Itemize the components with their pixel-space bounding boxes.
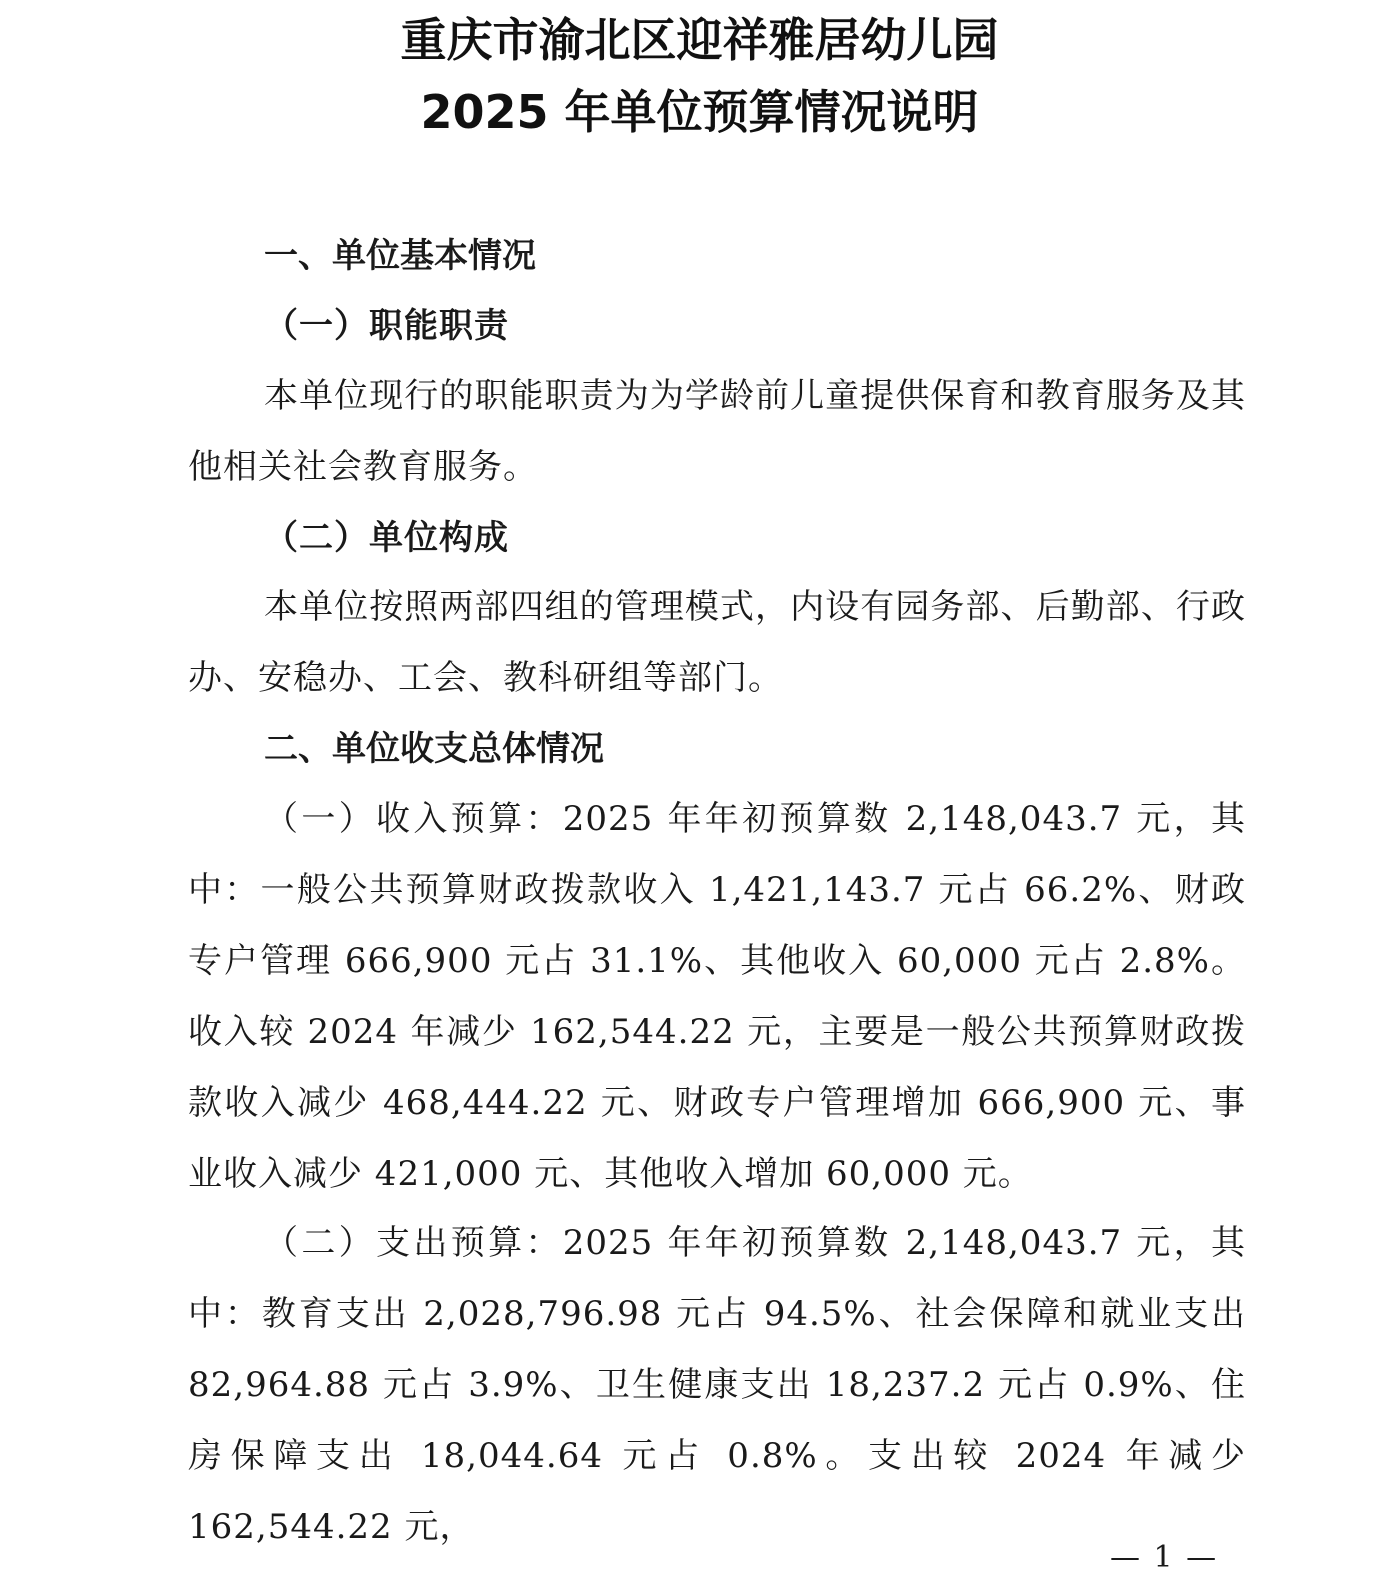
section1-heading: 一、单位基本情况 — [264, 236, 536, 276]
section1-sub1-heading: （一）职能职责 — [264, 306, 509, 346]
section1-sub1-text: 本单位现行的职能职责为为学龄前儿童提供保育和教育服务及其他相关社会教育服务。 — [188, 376, 1246, 487]
section1-sub2-heading: （二）单位构成 — [264, 518, 509, 558]
document-title-line2: 2025 年单位预算情况说明 — [420, 85, 979, 139]
section2-heading: 二、单位收支总体情况 — [264, 729, 604, 769]
section1-sub2-text: 本单位按照两部四组的管理模式，内设有园务部、后勤部、行政办、安稳办、工会、教科研组等部门。 — [188, 587, 1246, 698]
page-number: — 1 — — [1110, 1540, 1219, 1575]
section2-expense-text: （二）支出预算：2025 年年初预算数 2,148,043.7 元，其中：教育支出 2,028,796.98 元占 94.5%、社会保障和就业支出 82,964.88 元占 3.9%、卫生健康支出 18,237.2 元占 0.9%、住房保障支出 18,044.64 元占 0.8%。支出较 2024 年减少 162,544.22 元， — [188, 1223, 1246, 1547]
document-title-line1: 重庆市渝北区迎祥雅居幼儿园 — [400, 13, 999, 67]
section2-income-text: （一）收入预算：2025 年年初预算数 2,148,043.7 元，其中：一般公共预算财政拨款收入 1,421,143.7 元占 66.2%、财政专户管理 666,900 元占 31.1%、其他收入 60,000 元占 2.8%。收入较 2024 年减少 162,544.22 元，主要是一般公共预算财政拨款收入减少 468,444.22 元、财政专户管理增加 666,900 元、事业收入减少 421,000 元、其他收入增加 60,000 元。 — [188, 799, 1246, 1194]
